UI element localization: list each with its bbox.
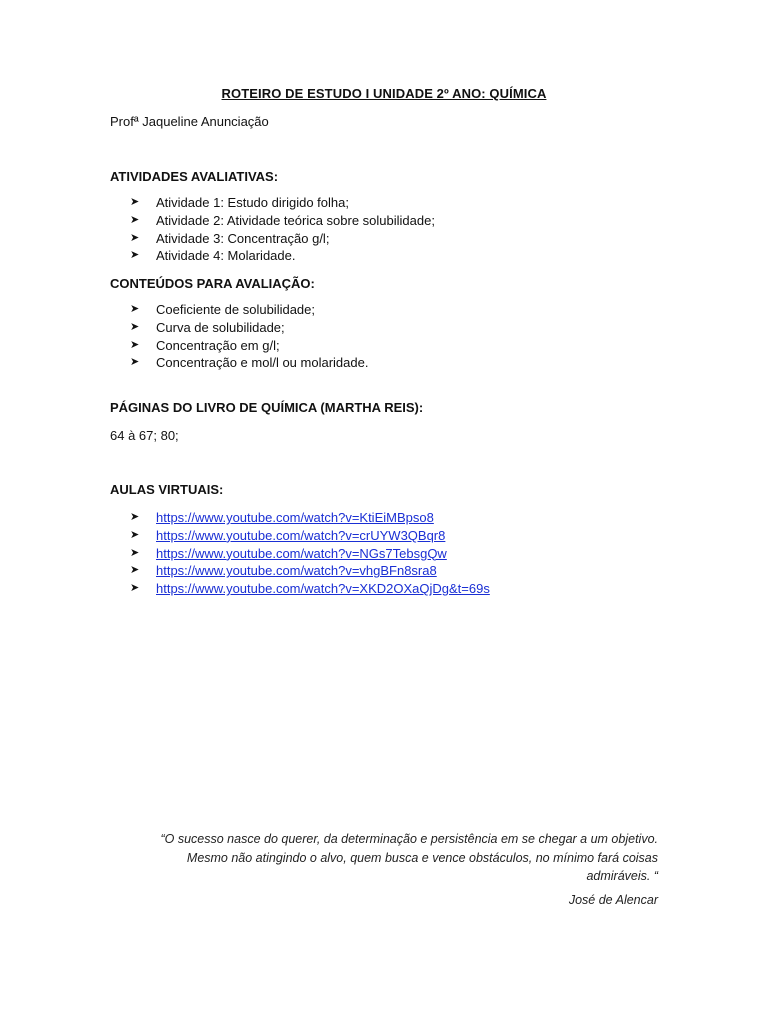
list-item: ➤ Curva de solubilidade; — [130, 319, 285, 335]
youtube-link-1[interactable]: https://www.youtube.com/watch?v=KtiEiMBpso8 — [156, 510, 434, 525]
quote-line-3: admiráveis. “ — [586, 869, 658, 883]
page-title: ROTEIRO DE ESTUDO I UNIDADE 2º ANO: QUÍMICA — [221, 86, 547, 101]
quote-line-1: “O sucesso nasce do querer, da determinação e persistência em se chegar a um objetivo. — [160, 832, 658, 846]
arrowhead-bullet-icon: ➤ — [130, 231, 140, 244]
youtube-link-4[interactable]: https://www.youtube.com/watch?v=vhgBFn8sra8 — [156, 563, 437, 579]
virtual-heading: AULAS VIRTUAIS: — [110, 482, 224, 497]
list-item: ➤ Atividade 1: Estudo dirigido folha; — [130, 195, 349, 210]
list-item — [130, 509, 490, 527]
list-item: ➤ Coeficiente de solubilidade; — [130, 302, 315, 317]
youtube-link-2[interactable]: https://www.youtube.com/watch?v=crUYW3QBqr8 — [156, 527, 446, 543]
list-item — [130, 580, 490, 598]
list-item: ➤ Concentração em g/l; — [130, 337, 280, 353]
arrowhead-bullet-icon: ➤ — [130, 564, 140, 577]
list-item: ➤ Atividade 4: Molaridade. — [130, 248, 296, 264]
contents-list — [130, 301, 368, 372]
book-pages: 64 à 67; 80; — [110, 428, 179, 443]
list-item: ➤ Atividade 3: Concentração g/l; — [130, 230, 330, 246]
virtual-links-list — [130, 509, 490, 598]
arrowhead-bullet-icon: ➤ — [130, 213, 140, 226]
arrowhead-bullet-icon: ➤ — [130, 356, 140, 369]
list-item: ➤ Concentração e mol/l ou molaridade. — [130, 355, 369, 371]
activities-list — [130, 194, 435, 265]
arrowhead-bullet-icon: ➤ — [130, 196, 140, 208]
arrowhead-bullet-icon: ➤ — [130, 338, 140, 351]
youtube-link-5[interactable]: https://www.youtube.com/watch?v=XKD2OXaQjDg&t=69s — [156, 581, 490, 597]
arrowhead-bullet-icon: ➤ — [130, 320, 140, 333]
arrowhead-bullet-icon: ➤ — [130, 303, 140, 315]
arrowhead-bullet-icon: ➤ — [130, 511, 140, 523]
closing-quote — [98, 830, 658, 886]
youtube-link-3[interactable]: https://www.youtube.com/watch?v=NGs7TebsgQw — [156, 545, 447, 561]
list-item — [130, 562, 490, 580]
quote-author: José de Alencar — [568, 893, 658, 907]
arrowhead-bullet-icon: ➤ — [130, 249, 140, 262]
activities-heading: ATIVIDADES AVALIATIVAS: — [110, 169, 279, 184]
arrowhead-bullet-icon: ➤ — [130, 582, 140, 595]
list-item: ➤ Atividade 2: Atividade teórica sobre solubilidade; — [130, 212, 435, 228]
arrowhead-bullet-icon: ➤ — [130, 528, 140, 541]
list-item — [130, 527, 490, 545]
contents-heading: CONTEÚDOS PARA AVALIAÇÃO: — [110, 276, 315, 291]
list-item — [130, 545, 490, 563]
quote-line-2: Mesmo não atingindo o alvo, quem busca e vence obstáculos, no mínimo fará coisas — [186, 850, 658, 865]
arrowhead-bullet-icon: ➤ — [130, 546, 140, 559]
teacher-name: Profª Jaqueline Anunciação — [110, 114, 269, 129]
book-heading: PÁGINAS DO LIVRO DE QUÍMICA (MARTHA REIS): — [110, 400, 424, 415]
